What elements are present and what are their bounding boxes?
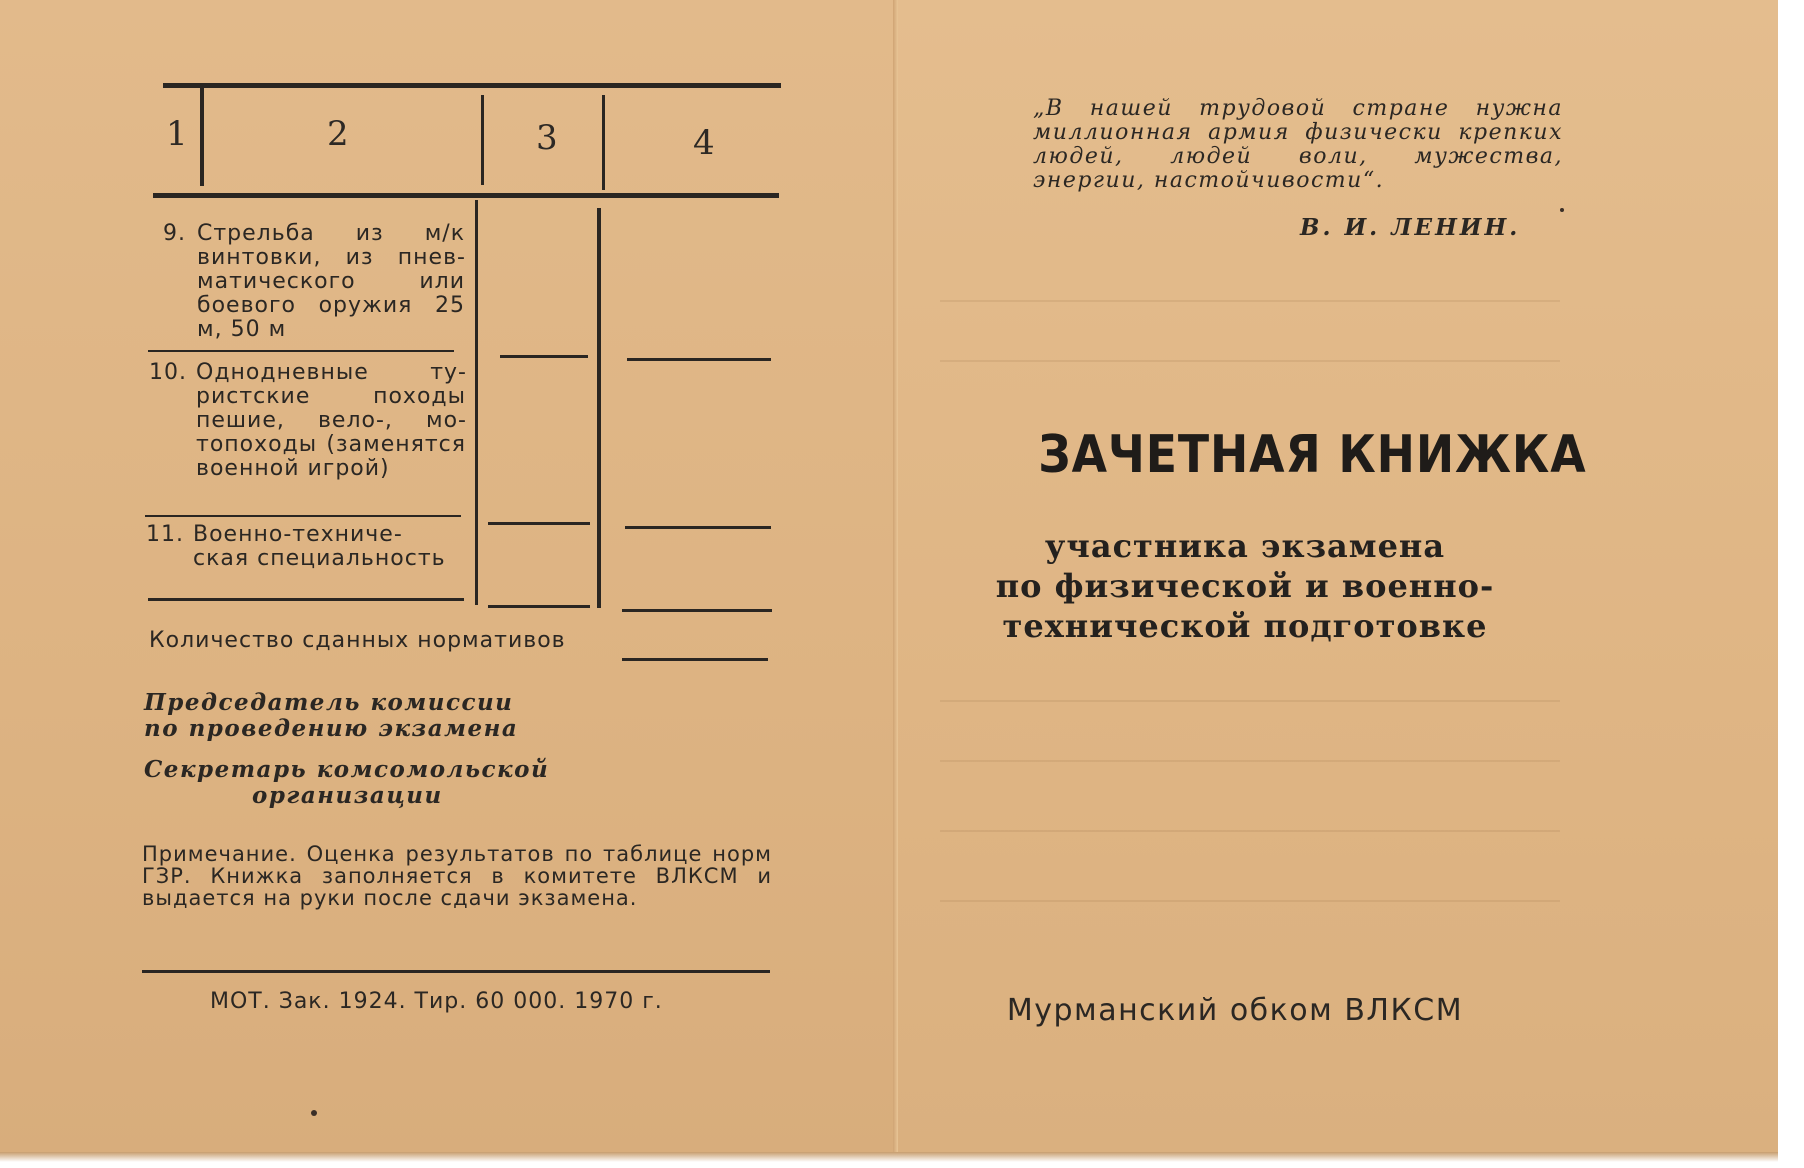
table-row	[146, 522, 447, 571]
komsomol-secretary-label: Секретарь комсомольской	[144, 756, 550, 783]
grade-line	[622, 609, 772, 612]
row-text: Стрельба из м/к винтовки, из пневматического или боевого оружия 25 м, 50 м	[197, 221, 465, 342]
paper-line	[940, 900, 1560, 902]
paper-line	[940, 700, 1560, 702]
paper-line	[940, 300, 1560, 302]
table-column-divider-2-body	[475, 200, 478, 605]
commission-chair-label-2: по проведению экзамена	[144, 715, 519, 742]
komsomol-secretary-label-2: организации	[252, 782, 443, 809]
row-separator	[148, 598, 464, 601]
table-top-rule	[163, 83, 781, 88]
document-subtitle	[960, 526, 1530, 646]
grade-line	[625, 526, 771, 529]
ink-speck	[311, 1110, 317, 1116]
ink-speck	[1560, 208, 1564, 212]
paper-line	[940, 360, 1560, 362]
column-header-3: 3	[536, 118, 558, 158]
document-title: ЗАЧЕТНАЯ КНИЖКА	[1038, 425, 1587, 485]
lenin-quote: „В нашей трудовой стране нужна миллионная армия физически крепких людей, людей воли, мужества, энергии, настойчивости“.	[1033, 96, 1563, 193]
subtitle-line: по физической и военно-	[995, 567, 1495, 605]
table-row	[163, 221, 465, 342]
publisher-name: Мурманский обком ВЛКСМ	[1006, 993, 1464, 1028]
subtitle-line: участника экзамена	[1044, 527, 1446, 565]
row-text: Военно-техническая специальность	[193, 522, 446, 571]
table-column-divider-3-body	[597, 208, 601, 608]
grade-line	[627, 358, 771, 361]
paper-line	[940, 760, 1560, 762]
note-text: Примечание. Оценка результатов по таблице норм ГЗР. Книжка заполняется в комитете ВЛКСМ и выдается на руки после сдачи экзамена.	[142, 842, 772, 910]
table-column-divider-2	[481, 95, 484, 185]
quote-author: В. И. ЛЕНИН.	[1300, 214, 1521, 241]
row-separator	[145, 515, 461, 517]
scan-edge	[0, 1152, 1778, 1162]
passed-count-label: Количество сданных нормативов	[149, 628, 566, 653]
result-line	[488, 605, 590, 608]
result-line	[488, 522, 590, 525]
print-imprint: МОТ. Зак. 1924. Тир. 60 000. 1970 г.	[210, 989, 663, 1014]
subtitle-line: технической подготовке	[1002, 607, 1488, 645]
paper-line	[940, 830, 1560, 832]
left-page	[0, 0, 898, 1160]
column-header-2: 2	[327, 114, 349, 154]
row-number: 10.	[149, 360, 187, 385]
commission-chair-label: Председатель комиссии	[144, 689, 514, 716]
table-header-bottom-rule	[153, 193, 779, 198]
result-line	[500, 355, 588, 358]
footer-rule	[142, 970, 770, 973]
row-number: 11.	[146, 522, 184, 547]
row-text: Однодневные туристские походы пешие, вело-, мотопоходы (заменятся военной игрой)	[196, 360, 466, 481]
column-header-4: 4	[693, 123, 715, 163]
row-number: 9.	[163, 221, 186, 246]
row-separator	[148, 350, 454, 352]
table-column-divider-1	[200, 86, 204, 186]
column-header-1: 1	[166, 114, 188, 154]
passed-count-line	[622, 658, 768, 661]
table-column-divider-3	[602, 95, 605, 190]
table-row	[149, 360, 466, 481]
